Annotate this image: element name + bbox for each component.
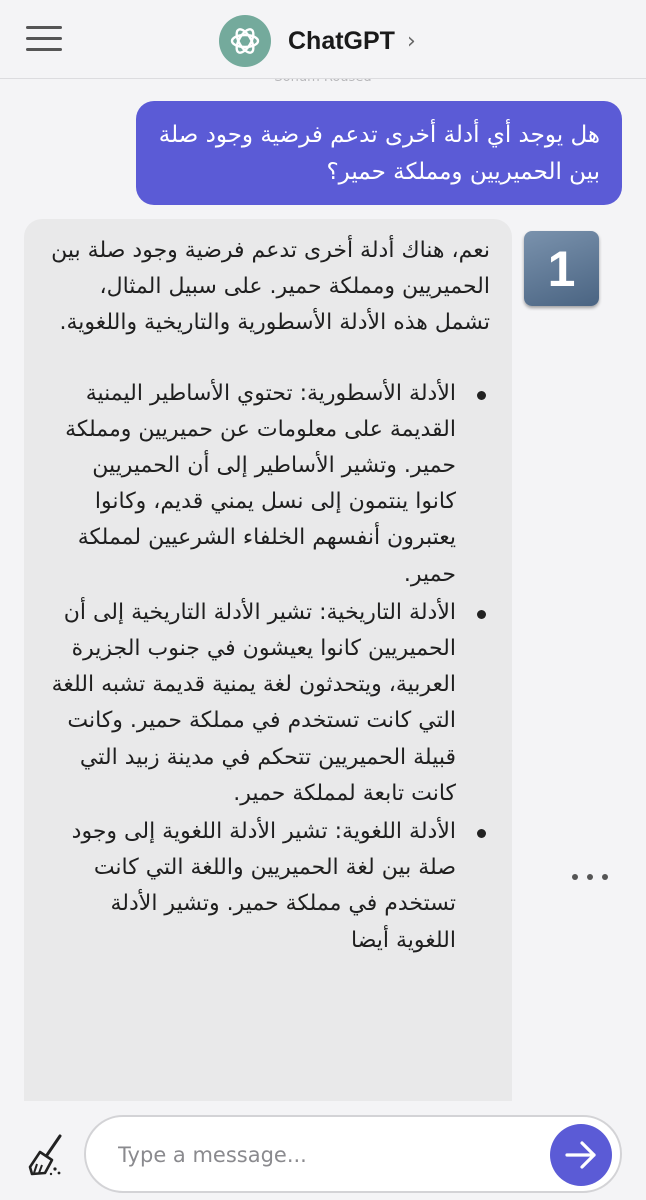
composer-bar [0,1101,646,1200]
message-input[interactable] [116,1135,540,1175]
assistant-intro: نعم، هناك أدلة أخرى تدعم فرضية وجود صلة بين الحميريين ومملكة حمير. على سبيل المثال، تشمل هذه الأدلة الأسطورية والتاريخية واللغوية. [51,238,490,336]
list-item: الأدلة الأسطورية: تحتوي الأساطير اليمنية القديمة على معلومات عن حميريين ومملكة حمير. وتشير الأساطير إلى أن الحميريين كانوا ينتمون إلى نسل يمني قديم، وكانوا يعتبرون أنفسهم الخلفاء الشرعيين لمملكة حمير. [50,376,490,593]
chat-title-button[interactable] [219,15,416,67]
openai-logo-icon [219,15,271,67]
top-bar [0,0,646,79]
assistant-avatar: 1 [524,231,599,306]
assistant-message [24,219,512,1101]
more-options-icon[interactable] [572,865,608,889]
chat-area[interactable] [0,79,646,1101]
user-message: هل يوجد أي أدلة أخرى تدعم فرضية وجود صلة بين الحميريين ومملكة حمير؟ [136,101,622,205]
send-arrow-icon [564,1140,598,1170]
hamburger-menu-icon[interactable] [26,26,62,52]
send-button[interactable] [550,1124,612,1186]
broom-icon[interactable] [26,1133,66,1177]
list-item: الأدلة اللغوية: تشير الأدلة اللغوية إلى وجود صلة بين لغة الحميريين واللغة التي كانت تستخدم في مملكة حمير. وتشير الأدلة اللغوية أيضا [50,814,490,959]
app-title: ChatGPT [288,26,395,55]
message-box [84,1115,622,1193]
list-item: الأدلة التاريخية: تشير الأدلة التاريخية إلى أن الحميريين كانوا يعيشون في جنوب الجزيرة العربية، ويتحدثون لغة يمنية قديمة تشبه اللغة التي كانت تستخدم في مملكة حمير. وكانت قبيلة الحميريين تتحكم في مدينة زبيد التي كانت تابعة لمملكة حمير. [50,595,490,812]
chevron-right-icon: › [406,28,416,54]
assistant-list [50,376,490,959]
